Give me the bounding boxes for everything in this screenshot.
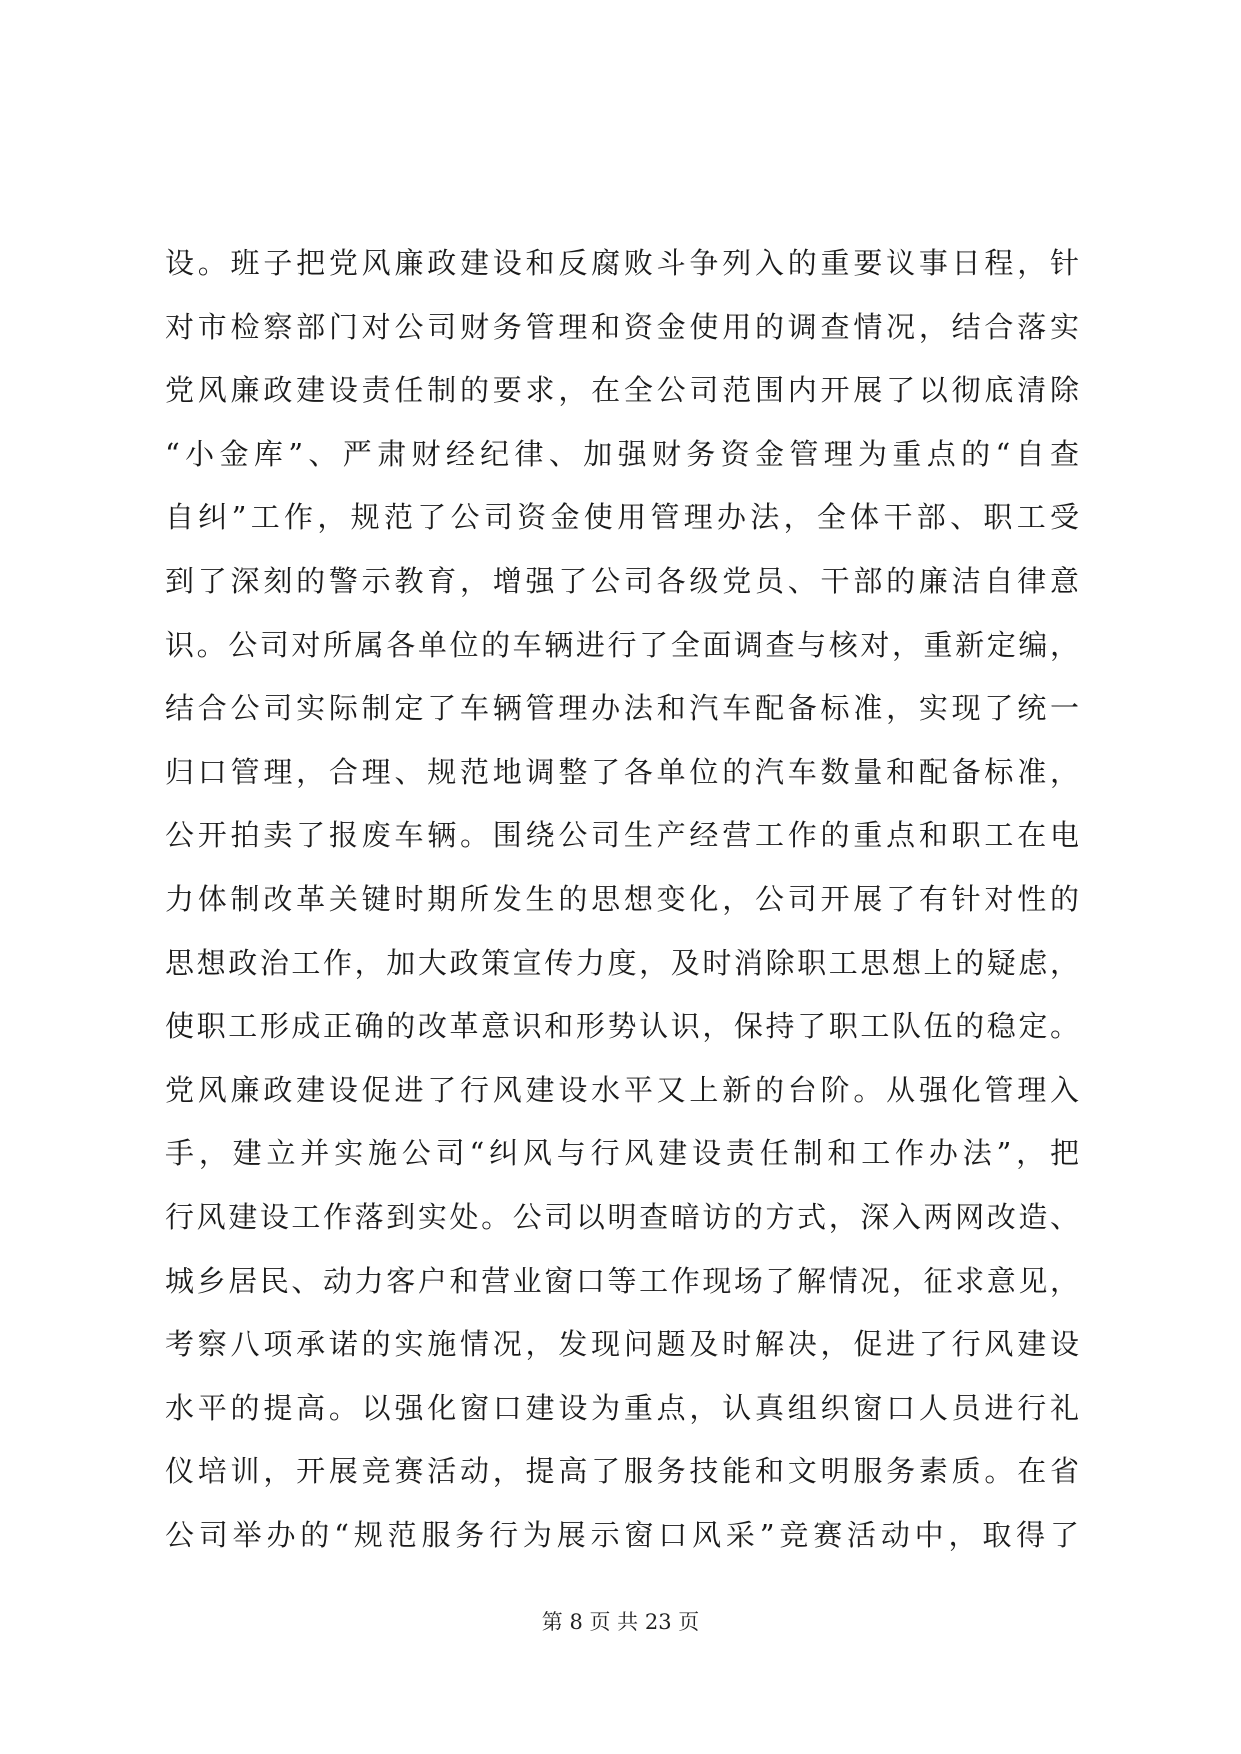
text-line: 结合公司实际制定了车辆管理办法和汽车配备标准，实现了统一 bbox=[165, 691, 1079, 726]
text-line: 自纠”工作，规范了公司资金使用管理办法，全体干部、职工受 bbox=[165, 500, 1079, 535]
text-line: 水平的提高。以强化窗口建设为重点，认真组织窗口人员进行礼 bbox=[165, 1390, 1079, 1425]
text-line: 城乡居民、动力客户和营业窗口等工作现场了解情况，征求意见， bbox=[165, 1263, 1079, 1298]
text-line: 力体制改革关键时期所发生的思想变化，公司开展了有针对性的 bbox=[165, 881, 1079, 916]
text-line: 对市检察部门对公司财务管理和资金使用的调查情况，结合落实 bbox=[165, 309, 1079, 344]
text-line: “小金库”、严肃财经纪律、加强财务资金管理为重点的“自查 bbox=[165, 436, 1079, 471]
text-line: 仪培训，开展竞赛活动，提高了服务技能和文明服务素质。在省 bbox=[165, 1454, 1079, 1489]
text-line: 手，建立并实施公司“纠风与行风建设责任制和工作办法”，把 bbox=[165, 1136, 1079, 1171]
text-line: 考察八项承诺的实施情况，发现问题及时解决，促进了行风建设 bbox=[165, 1327, 1079, 1362]
page-footer: 第 8 页 共 23 页 bbox=[541, 1610, 700, 1634]
text-line: 公开拍卖了报废车辆。围绕公司生产经营工作的重点和职工在电 bbox=[165, 818, 1079, 853]
text-line: 归口管理，合理、规范地调整了各单位的汽车数量和配备标准， bbox=[165, 754, 1079, 789]
text-line: 行风建设工作落到实处。公司以明查暗访的方式，深入两网改造、 bbox=[165, 1199, 1079, 1234]
text-line: 到了深刻的警示教育，增强了公司各级党员、干部的廉洁自律意 bbox=[165, 563, 1079, 598]
text-line: 党风廉政建设责任制的要求，在全公司范围内开展了以彻底清除 bbox=[165, 373, 1079, 408]
body-text bbox=[165, 232, 1079, 1567]
text-line: 党风廉政建设促进了行风建设水平又上新的台阶。从强化管理入 bbox=[165, 1072, 1079, 1107]
text-line: 识。公司对所属各单位的车辆进行了全面调查与核对，重新定编， bbox=[165, 627, 1079, 662]
text-line: 设。班子把党风廉政建设和反腐败斗争列入的重要议事日程，针 bbox=[165, 246, 1079, 280]
text-line: 公司举办的“规范服务行为展示窗口风采”竞赛活动中，取得了 bbox=[165, 1517, 1079, 1552]
text-line: 使职工形成正确的改革意识和形势认识，保持了职工队伍的稳定。 bbox=[165, 1009, 1079, 1044]
text-line: 思想政治工作，加大政策宣传力度，及时消除职工思想上的疑虑， bbox=[165, 945, 1079, 980]
